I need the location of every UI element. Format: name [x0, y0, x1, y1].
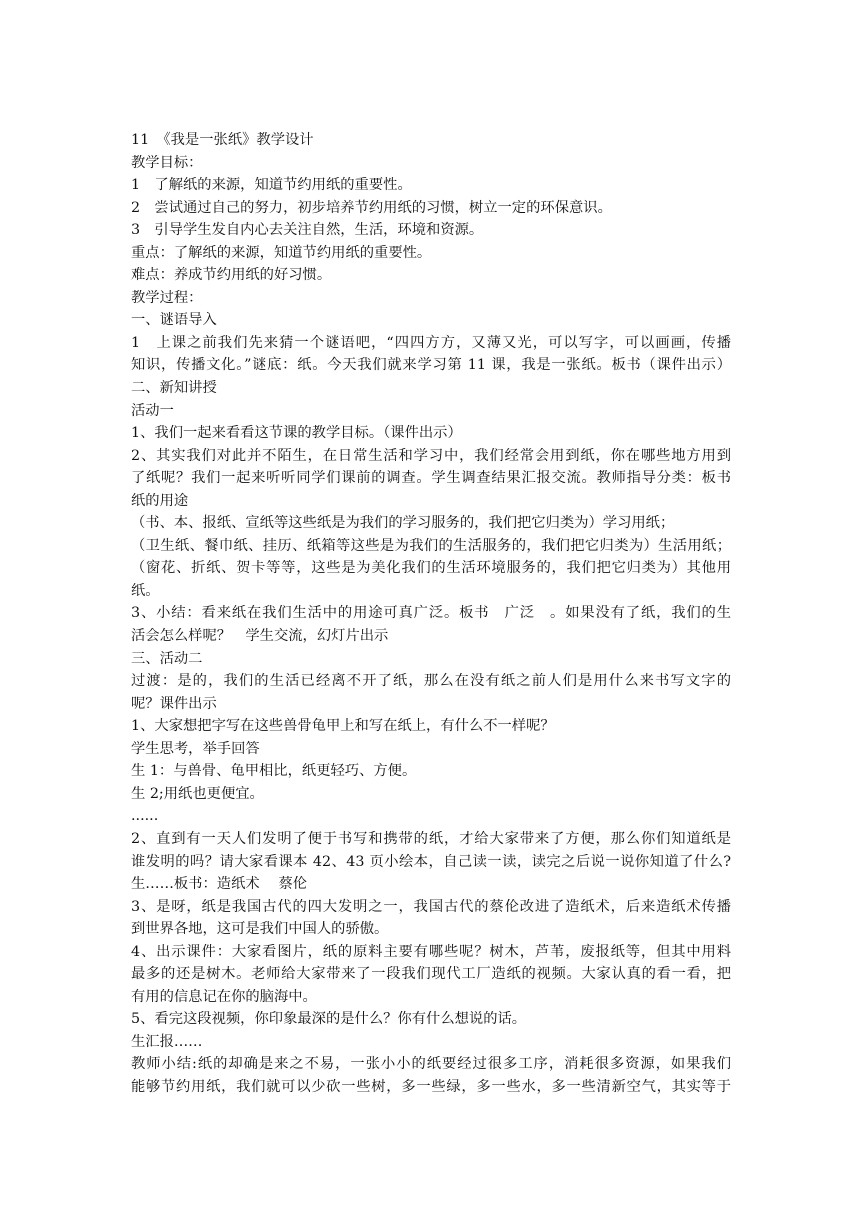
text-line: 2 尝试通过自己的努力，初步培养节约用纸的习惯，树立一定的环保意识。 — [131, 199, 612, 216]
text-line: 教学目标： — [131, 154, 203, 171]
text-line: 生 2;用纸也更便宜。 — [131, 785, 264, 802]
text-line: 3、小结：看来纸在我们生活中的用途可真广泛。板书 广泛 。如果没有了纸，我们的生 — [131, 605, 731, 622]
text-line: 知识，传播文化。”谜底：纸。今天我们就来学习第 11 课，我是一张纸。板书（课件出示） — [131, 357, 731, 374]
text-line: （窗花、折纸、贺卡等等，这些是为美化我们的生活环境服务的，我们把它归类为）其他用 — [131, 560, 731, 577]
text-line: 1 了解纸的来源，知道节约用纸的重要性。 — [131, 177, 412, 194]
text-line: 4、出示课件：大家看图片，纸的原料主要有哪些呢？树木，芦苇，废报纸等，但其中用料 — [131, 943, 731, 960]
text-line: 一、谜语导入 — [131, 312, 217, 329]
text-line: 2、直到有一天人们发明了便于书写和携带的纸，才给大家带来了方便，那么你们知道纸是 — [131, 830, 731, 847]
text-line: 难点：养成节约用纸的好习惯。 — [131, 267, 332, 284]
text-line: 活动一 — [131, 402, 174, 419]
text-line: ...... — [131, 808, 159, 825]
text-line: 生 1：与兽骨、龟甲相比，纸更轻巧、方便。 — [131, 763, 417, 780]
text-line: 谁发明的吗？请大家看课本 42、43 页小绘本，自己读一读，读完之后说一说你知道了什么? — [131, 853, 731, 870]
text-line: 二、新知讲授 — [131, 380, 217, 397]
text-line: 三、活动二 — [131, 650, 203, 667]
text-line: 生……板书：造纸术 蔡伦 — [131, 876, 308, 893]
text-line: （书、本、报纸、宣纸等这些纸是为我们的学习服务的，我们把它归类为）学习用纸； — [131, 515, 675, 532]
text-line: 1、大家想把字写在这些兽骨龟甲上和写在纸上，有什么不一样呢？ — [131, 718, 555, 735]
text-line: 教师小结:纸的却确是来之不易，一张小小的纸要经过很多工序，消耗很多资源，如果我们 — [131, 1056, 731, 1073]
text-line: 教学过程： — [131, 289, 203, 306]
text-line: 3、是呀，纸是我国古代的四大发明之一，我国古代的蔡伦改进了造纸术，后来造纸术传播 — [131, 898, 731, 915]
text-line: 呢？课件出示 — [131, 695, 217, 712]
text-line: 了纸呢？我们一起来听听同学们课前的调查。学生调查结果汇报交流。教师指导分类：板书 — [131, 470, 731, 487]
text-line: 能够节约用纸，我们就可以少砍一些树，多一些绿，多一些水，多一些清新空气，其实等于 — [131, 1078, 731, 1095]
text-line: 11 《我是一张纸》教学设计 — [131, 132, 314, 148]
document-page — [131, 129, 731, 1099]
text-line: 活会怎么样呢？ 学生交流，幻灯片出示 — [131, 628, 389, 645]
text-line: 有用的信息记在你的脑海中。 — [131, 988, 317, 1005]
text-line: 1、我们一起来看看这节课的教学目标。（课件出示） — [131, 425, 462, 442]
text-line: 最多的还是树木。老师给大家带来了一段我们现代工厂造纸的视频。大家认真的看一看，把 — [131, 966, 731, 983]
text-line: 纸的用途 — [131, 492, 189, 509]
text-line: 5、看完这段视频，你印象最深的是什么？你有什么想说的话。 — [131, 1011, 527, 1028]
text-line: 生汇报…… — [131, 1033, 203, 1050]
text-line: 1 上课之前我们先来猜一个谜语吧，“四四方方，又薄又光，可以写字，可以画画，传播 — [131, 334, 731, 351]
text-line: 2、其实我们对此并不陌生，在日常生活和学习中，我们经常会用到纸，你在哪些地方用到 — [131, 447, 731, 464]
text-line: （卫生纸、餐巾纸、挂历、纸箱等这些是为我们的生活服务的，我们把它归类为）生活用纸； — [131, 537, 731, 554]
text-line: 纸。 — [131, 582, 160, 599]
text-line: 3 引导学生发自内心去关注自然，生活，环境和资源。 — [131, 222, 484, 239]
text-line: 过渡：是的，我们的生活已经离不开了纸，那么在没有纸之前人们是用什么来书写文字的 — [131, 673, 731, 690]
text-line: 重点：了解纸的来源，知道节约用纸的重要性。 — [131, 244, 432, 261]
text-line: 学生思考，举手回答 — [131, 740, 260, 757]
text-line: 到世界各地，这可是我们中国人的骄傲。 — [131, 921, 389, 938]
